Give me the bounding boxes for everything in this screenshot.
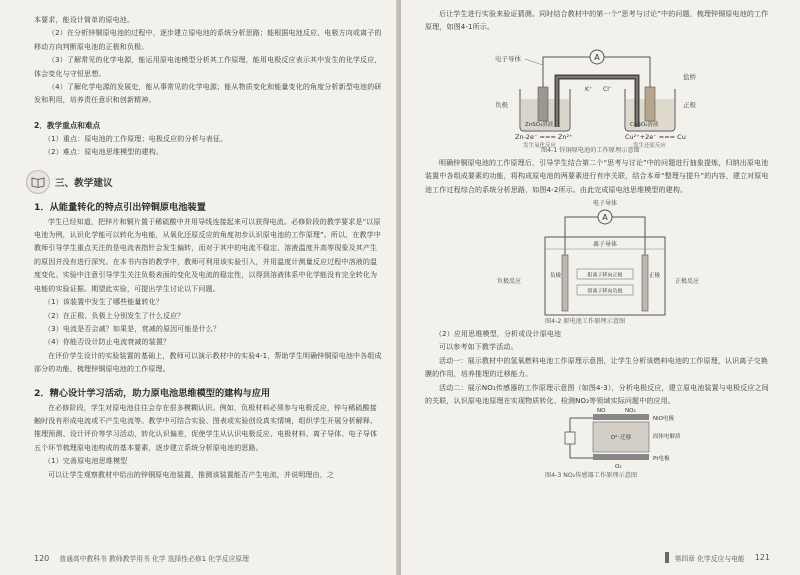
- o2-label: O₂: [615, 464, 622, 471]
- right-footer: [665, 552, 770, 563]
- key-point: （1）重点：原电池的工作原理；电极反应的分析与表征。: [44, 134, 228, 143]
- negative-electrode: [562, 255, 568, 311]
- oxidation-note: 发生氧化反应: [523, 142, 557, 149]
- page-number: 120: [34, 553, 50, 563]
- ammeter-label: A: [594, 52, 600, 62]
- electron-conductor-label: 电子导体: [592, 200, 618, 208]
- subsection-title: 2．精心设计学习活动，助力原电池思维模型的建构与应用: [34, 387, 271, 399]
- chapter-bar: [665, 552, 669, 563]
- left-footer: [34, 553, 249, 563]
- question-item: （3）电流是否会减？如果是，衰减的原因可能是什么？: [44, 324, 221, 333]
- zn-solution-label: ZnSO₄溶液: [525, 121, 554, 128]
- question-item: （4）你能否设计防止电流衰减的装置？: [44, 338, 171, 347]
- activity-heading: （2）应用思维模型，分析或设计原电池: [435, 330, 562, 339]
- pt-electrode: [593, 454, 649, 460]
- activity-label: （1）完善原电池思维模型: [44, 457, 128, 466]
- negative-label: 负极: [550, 273, 562, 280]
- reduction-note: 发生还原反应: [633, 142, 667, 149]
- book-title: 普通高中教科书 教师教学用书 化学 选择性必修1 化学反应原理: [59, 555, 249, 563]
- paragraph: 活动一：展示教材中的氢氧燃料电池工作原理示意图，让学生分析该燃料电池的工作原理，认识离子交换膜的作用，培养推理的迁移能力。: [425, 356, 768, 379]
- figure-4-1: [425, 35, 770, 153]
- section-heading: [26, 170, 383, 194]
- salt-bridge-label: 盐桥: [683, 72, 696, 81]
- paragraph: 学生已经知道，把锌片和铜片置于稀硫酸中并用导线连接起来可以获得电流。必修阶段的教学要求是“以原电池为例，认识化学能可以转化为电能，从氧化还原反应的角度初步认识原电池的工作原理”。所以，在教学中教师引导学生重点关注的是电流表指针会发生偏转，而对于其中的电流不稳定、溶液温度升高等现象及其产生的原因并没有进行深究。在本书内容的教学中，教师可利用该实验引入，并用温度计测量反应过程中溶液的温度变化。实验中注意引导学生关注负极表面的变化及电流的稳定性，以得到溶液体系中化学能没有完全转化为电能的实验证据。期望此实验，可提出学生讨论以下问题。: [34, 217, 381, 293]
- svg-text:K⁺: K⁺: [585, 85, 593, 93]
- negative-label: 负极: [495, 100, 508, 109]
- cu-solution-label: CuSO₄溶液: [630, 121, 659, 128]
- cation-flow-label: 阳离子移向正极: [587, 272, 623, 279]
- ammeter-label: A: [602, 213, 608, 223]
- paragraph: 在必修阶段，学生对原电池往往会存在很多模糊认识。例如，负极材料必须参与电极反应，锌与稀硫酸接触时没有形成电流或不产生电流等。教学中可结合实验、图表或实验创设真实情境，组织学生开展分析解释、推理预测、设计评价等学习活动，转化认识偏差，促使学生从认识电极反应、电极材料、离子导体、电子导体五个环节梳理原电池构成的基本要素，逐步建立系统分析原电池的思路。: [34, 403, 378, 452]
- figure-caption: 图4-2 原电池工作原理示意图: [545, 318, 626, 326]
- no-label: NO: [597, 408, 606, 415]
- paragraph: 可以让学生观察教材中给出的锌铜原电池装置，推测该装置能否产生电流，并说明理由，之: [48, 470, 334, 479]
- ion-conductor-label: 离子导体: [592, 241, 618, 249]
- negative-reaction-label: 负极反应: [497, 278, 522, 286]
- left-page: [0, 0, 399, 575]
- figure-4-2: [425, 197, 770, 325]
- question-item: （2）在正极、负极上分别发生了什么反应？: [44, 311, 185, 320]
- paragraph: 活动二：展示NO₂传感器的工作原理示意图（如图4-3），分析电极反应，建立原电池装置与电极反应之间的关联，认识原电池原理在实现物质转化、检测NO₂等领域实际问题中的应用。: [425, 383, 769, 406]
- positive-reaction-label: 正极反应: [675, 278, 700, 286]
- nio-electrode: [593, 414, 649, 420]
- paragraph: 后让学生进行实验来验证猜测。同时结合教材中的第一个“思考与讨论”中的问题，梳理锌铜原电池的工作原理，如图4-1所示。: [425, 10, 769, 32]
- positive-electrode: [642, 255, 648, 311]
- figure-caption: 图4-3 NO₂传感器工作原理示意图: [545, 472, 638, 480]
- section-title: 三、教学建议: [55, 177, 113, 189]
- key-point: （2）难点：原电池思维模型的建构。: [44, 148, 164, 157]
- key-points-heading: 2．教学重点和难点: [34, 120, 101, 130]
- subsection-title: 1．从能量转化的特点引出锌铜原电池装置: [34, 201, 206, 213]
- cell-model-diagram: [425, 197, 770, 325]
- ion-migration-label: O²⁻迁移: [610, 435, 632, 442]
- goal-item: （4）了解化学电源的发展史，能从事常见的化学电源；能从物质变化和能量变化的角度分析新型电池的研发和利用，培养责任意识和创新精神。: [34, 83, 382, 105]
- pt-electrode-label: Pt电极: [653, 456, 670, 463]
- goal-item: （2）在分析锌铜原电池的过程中，逐步建立原电池的系统分析思路；能根据电池反应、电极方向或离子的移动方向判断原电池的正极和负极。: [34, 29, 382, 51]
- anion-flow-label: 阴离子移向负极: [587, 288, 623, 295]
- no2-label: NO₂: [625, 408, 636, 415]
- page-number: 121: [754, 553, 770, 562]
- intro-line: 本要求，能设计简单的原电池。: [34, 16, 135, 24]
- right-page: [401, 0, 800, 575]
- goal-item: （3）了解常见的化学电源，能运用原电池模型分析其工作原理，能用电极反应表示其中发生的化学反应，体会变化与守恒思想。: [34, 56, 382, 78]
- svg-text:Cl⁻: Cl⁻: [603, 85, 613, 93]
- electrolyte-label: 固体电解质: [653, 434, 681, 441]
- cu-electrode: [645, 87, 655, 121]
- positive-label: 正极: [649, 273, 661, 280]
- paragraph: 在评价学生设计的实验装置的基础上，教师可以演示教材中的实验4-1，帮助学生明确锌铜原电池中各组成部分的功能，梳理锌铜原电池的工作原理。: [34, 351, 382, 374]
- positive-label: 正极: [683, 100, 696, 109]
- galvanic-cell-diagram: [425, 35, 770, 153]
- zn-equation: Zn-2e⁻ === Zn²⁺: [515, 132, 573, 141]
- question-item: （1）该装置中发生了哪些能量转化？: [44, 298, 164, 307]
- electron-conductor-label: 电子导体: [495, 54, 521, 63]
- figure-4-3: [425, 408, 770, 470]
- no2-sensor-diagram: [425, 408, 770, 470]
- paragraph: 明确锌铜原电池的工作原理后，引导学生结合第二个“思考与讨论”中的问题进行抽象提炼，归纳出原电池装置中各组成要素的功能，将构成原电池的两要素进行有序关联，结合本章“整理与提升”的内容，建立对原电池工作过程综合的系统分析思路，如图4-2所示。由此完成原电池思维模型的建构。: [425, 158, 769, 194]
- book-icon: [26, 170, 50, 194]
- cu-equation: Cu²⁺+2e⁻ === Cu: [625, 132, 686, 141]
- figure-caption: 图4-1 锌铜原电池的工作原理示意图: [541, 146, 640, 154]
- chapter-title: 第四章 化学反应与电能: [674, 554, 745, 563]
- paragraph: 可以参考如下教学活动。: [439, 343, 518, 352]
- nio-electrode-label: NiO电极: [653, 416, 674, 423]
- zn-electrode: [538, 87, 548, 121]
